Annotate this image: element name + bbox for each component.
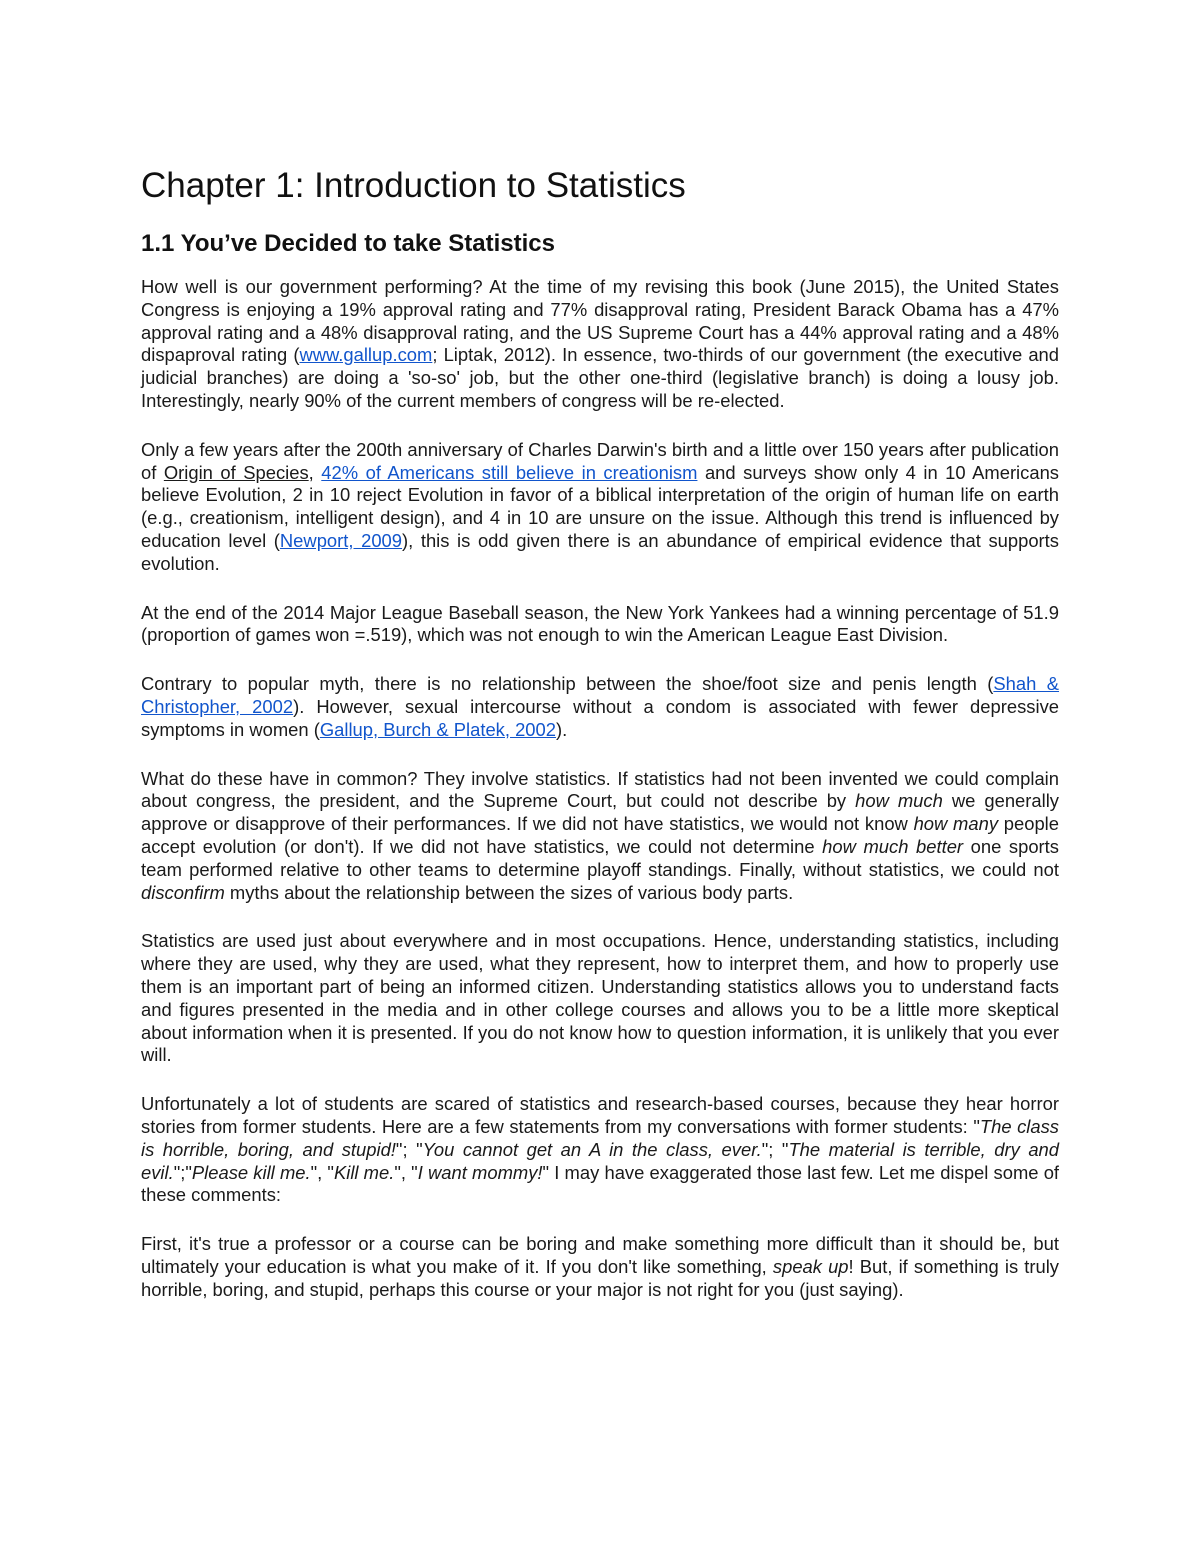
paragraph-baseball: At the end of the 2014 Major League Baseball season, the New York Yankees had a winning percentage of 51.9 (proportion of games won =.519), which was not enough to win the American League East Division.	[141, 601, 1059, 646]
paragraph-everywhere: Statistics are used just about everywhere and in most occupations. Hence, understanding statistics, including where they are used, why they are used, what they represent, how to interpret them, and how to properly use them is an important part of being an informed citizen. Understanding statistics allows you to understand facts and figures presented in the media and in other college courses and allows you to be a little more skeptical about information when it is presented. If you do not know how to question information, it is unlikely that you ever will.	[141, 930, 1059, 1066]
gallup-burch-platek-link[interactable]: Gallup, Burch & Platek, 2002	[319, 718, 556, 740]
creationism-link[interactable]: 42% of Americans still believe in creationism	[321, 461, 698, 483]
paragraph-government: How well is our government performing? At the time of my revising this book (June 2015), the United States Congress is enjoying a 19% approval rating and 77% disapproval rating, President Barack Obama has a 47% approval rating and a 48% disapproval rating, and the US Supreme Court has a 44% approval rating and a 48% dispaproval rating (www.gallup.com; Liptak, 2012). In essence, two-thirds of our government (the executive and judicial branches) are doing a 'so-so' job, but the other one-third (legislative branch) is doing a lousy job. Interestingly, nearly 90% of the current members of congress will be re-elected.	[141, 276, 1059, 411]
paragraph-scared: Unfortunately a lot of students are scared of statistics and research-based courses, because they hear horror stories from former students. Here are a few statements from my conversations with former students: "The class is horrible, boring, and stupid!"; "You cannot get an A in the class, ever."; "The material is terrible, dry and evil.";"Please kill me.", "Kill me.", "I want mommy!" I may have exaggerated those last few. Let me dispel some of these comments:	[141, 1093, 1060, 1206]
newport-link[interactable]: Newport, 2009	[279, 529, 403, 551]
section-title: 1.1 You’ve Decided to take Statistics	[141, 230, 555, 257]
paragraph-common: What do these have in common? They involve statistics. If statistics had not been invented we could complain about congress, the president, and the Supreme Court, but could not describe by how much we generally approve or disapprove of their performances. If we did not have statistics, we would not know how many people accept evolution (or don't). If we did not have statistics, we could not determine how much better one sports team performed relative to other teams to determine playoff standings. Finally, without statistics, we could not disconfirm myths about the relationship between the sizes of various body parts.	[141, 767, 1059, 903]
paragraph-myth: Contrary to popular myth, there is no relationship between the shoe/foot size and penis length (Shah & Christopher, 2002). However, sexual intercourse without a condom is associated with fewer depressive symptoms in women (Gallup, Burch & Platek, 2002).	[141, 673, 1060, 740]
paragraph-evolution: Only a few years after the 200th anniversary of Charles Darwin's birth and a little over 150 years after publication of Origin of Species, 42% of Americans still believe in creationism and surveys show only 4 in 10 Americans believe Evolution, 2 in 10 reject Evolution in favor of a biblical interpretation of the origin of human life on earth (e.g., creationism, intelligent design), and 4 in 10 are unsure on the issue. Although this trend is influenced by education level (Newport, 2009), this is odd given there is an abundance of empirical evidence that supports evolution.	[141, 438, 1059, 574]
origin-of-species: Origin of Species	[163, 461, 309, 483]
document-page	[141, 160, 1059, 1327]
gallup-link[interactable]: www.gallup.com	[299, 344, 433, 366]
shah-christopher-link[interactable]: Shah & Christopher, 2002	[141, 673, 1060, 717]
paragraph-first: First, it's true a professor or a course can be boring and make something more difficult than it should be, but ultimately your education is what you make of it. If you don't like something, speak up! But, if something is truly horrible, boring, and stupid, perhaps this course or your major is not right for you (just saying).	[141, 1233, 1059, 1300]
chapter-title: Chapter 1: Introduction to Statistics	[141, 166, 686, 205]
